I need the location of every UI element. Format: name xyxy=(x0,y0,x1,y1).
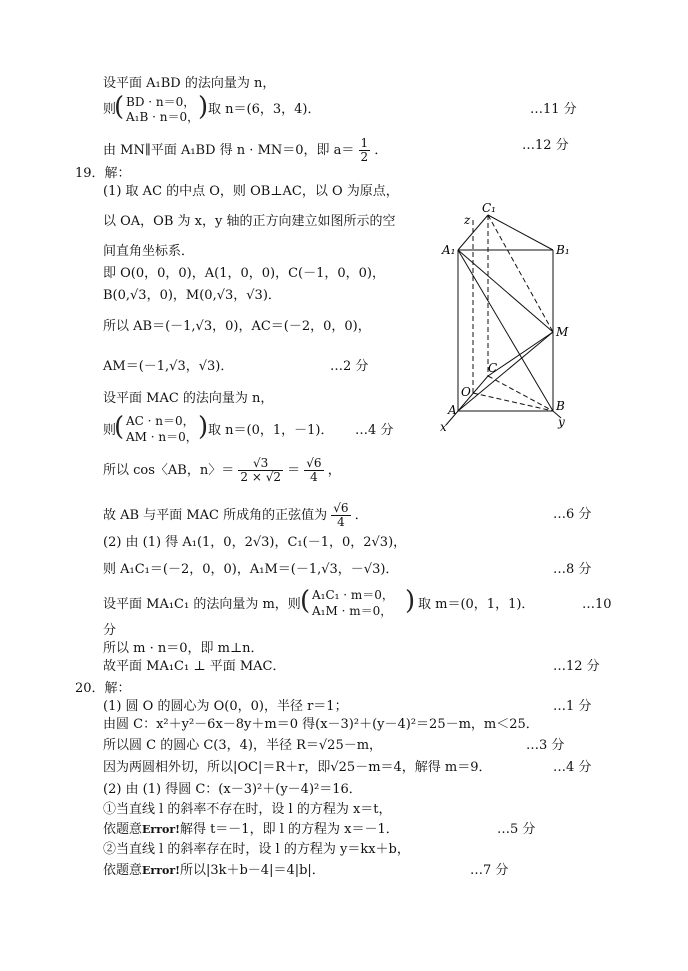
text-span: 所以 cos〈AB，n〉＝ xyxy=(103,463,235,478)
text-line: 由圆 C：x²＋y²－6x－8y＋m＝0 得(x－3)²＋(y－4)²＝25－m，m＜25． xyxy=(103,717,539,732)
label-o: O xyxy=(461,385,471,399)
text-line: (2) 由 (1) 得圆 C：(x－3)²＋(y－4)²＝16． xyxy=(103,782,362,797)
text-span: 所以|3k＋b－4|＝4|b|． xyxy=(179,863,325,878)
edge-o-b xyxy=(473,393,553,411)
text-line: 间直角坐标系． xyxy=(103,244,195,259)
right-brace: ) xyxy=(198,412,209,442)
edge-a1-b xyxy=(458,250,553,411)
text-span: 依题意 xyxy=(103,822,143,837)
text-line: 设平面 A₁BD 的法向量为 n， xyxy=(103,76,276,91)
text-line: 设平面 MAC 的法向量为 n， xyxy=(103,391,274,406)
fraction xyxy=(304,457,323,484)
text-line xyxy=(103,862,325,880)
text-line: (2) 由 (1) 得 A₁(1，0，2√3)，C₁(－1，0，2√3)， xyxy=(103,535,407,550)
text-line: 所以圆 C 的圆心 C(3，4)，半径 R＝√25－m， xyxy=(103,738,383,753)
text-line xyxy=(103,457,341,484)
label-c1: C₁ xyxy=(482,201,496,215)
score-mark: …4 分 xyxy=(355,423,394,438)
score-mark: …10 xyxy=(582,597,612,612)
prism-figure xyxy=(436,200,596,435)
text-line: 以 OA，OB 为 x，y 轴的正方向建立如图所示的空 xyxy=(103,214,396,229)
equation-system-row: AC · n＝0， xyxy=(126,414,195,428)
score-mark: …11 分 xyxy=(530,102,577,117)
text-span: 依题意 xyxy=(103,863,143,878)
text-span: 解得 t＝－1，即 l 的方程为 x＝－1． xyxy=(179,822,399,837)
score-mark: …6 分 xyxy=(553,507,592,522)
text-line: 设平面 MA₁C₁ 的法向量为 m，则 xyxy=(103,597,301,612)
text-line: 则 xyxy=(103,102,117,117)
text-line: 分 xyxy=(103,623,117,638)
edge-c-m xyxy=(488,332,553,376)
text-line: (1) 圆 O 的圆心为 O(0，0)，半径 r＝1； xyxy=(103,699,348,714)
text-line: 则 A₁C₁＝(－2，0，0)，A₁M＝(－1,√3，－√3)． xyxy=(103,562,399,577)
text-span: ． xyxy=(354,508,368,523)
label-x: x xyxy=(440,420,447,434)
text-line: 因为两圆相外切，所以|OC|＝R＋r，即√25－m＝4，解得 m＝9． xyxy=(103,760,492,775)
score-mark: …5 分 xyxy=(497,822,536,837)
text-span: ， xyxy=(327,463,341,478)
text-line: B(0,√3，0)，M(0,√3，√3)． xyxy=(103,288,281,303)
equation-system-row: BD · n＝0， xyxy=(126,95,196,109)
fraction-numerator: √3 xyxy=(238,457,283,471)
left-brace: ( xyxy=(300,586,311,616)
fraction-numerator: √6 xyxy=(333,501,349,515)
text-line: 则 xyxy=(103,423,117,438)
text-line: 所以 m · n＝0，即 m⊥n． xyxy=(103,641,264,656)
right-brace: ) xyxy=(198,92,209,122)
text-span: ＝ xyxy=(287,463,301,478)
label-z: z xyxy=(464,213,471,227)
text-span: 故 AB 与平面 MAC 所成角的正弦值为 xyxy=(103,508,328,523)
score-mark: …8 分 xyxy=(553,562,592,577)
error-text: Error! xyxy=(142,823,180,836)
equation-system-row: A₁C₁ · m＝0， xyxy=(312,588,394,602)
text-line: 取 n＝(0，1，－1)． xyxy=(208,423,334,438)
label-b: B xyxy=(556,399,565,413)
edge-a1-m xyxy=(458,250,553,332)
fraction-denominator: 2 × √2 xyxy=(240,470,281,484)
equation-system-row: AM · n＝0， xyxy=(126,430,198,444)
label-y: y xyxy=(558,415,565,429)
left-brace: ( xyxy=(114,92,125,122)
label-a1: A₁ xyxy=(442,243,456,257)
right-brace: ) xyxy=(405,586,416,616)
problem-number: 20．解： xyxy=(75,681,131,696)
text-line: 取 n＝(6，3，4)． xyxy=(208,102,321,117)
score-mark: …2 分 xyxy=(330,359,369,374)
text-span: ． xyxy=(374,143,388,158)
text-line: ①当直线 l 的斜率不存在时，设 l 的方程为 x＝t， xyxy=(103,802,392,817)
edge-a-m xyxy=(458,332,553,411)
equation-system-row: A₁B · n＝0， xyxy=(126,110,200,124)
fraction-denominator: 2 xyxy=(360,150,369,164)
text-line xyxy=(103,821,399,839)
text-line: AM＝(－1,√3，√3)． xyxy=(103,359,234,374)
error-text: Error! xyxy=(142,864,180,877)
score-mark: …7 分 xyxy=(470,863,509,878)
equation-system-row: A₁M · m＝0， xyxy=(312,604,393,618)
text-span: 由 MN∥平面 A₁BD 得 n · MN＝0，即 a＝ xyxy=(103,143,355,158)
text-line xyxy=(103,502,368,529)
text-line: ②当直线 l 的斜率存在时，设 l 的方程为 y＝kx＋b， xyxy=(103,842,410,857)
label-a: A xyxy=(448,403,457,417)
text-line: 所以 AB＝(－1,√3，0)，AC＝(－2，0，0)， xyxy=(103,319,371,334)
fraction xyxy=(359,137,371,164)
label-m: M xyxy=(556,325,569,339)
fraction-denominator: 4 xyxy=(310,470,318,484)
score-mark: …12 分 xyxy=(522,138,569,153)
score-mark: …4 分 xyxy=(553,760,592,775)
score-mark: …12 分 xyxy=(553,659,600,674)
label-c: C xyxy=(488,361,498,375)
text-line xyxy=(103,137,387,164)
fraction-numerator: 1 xyxy=(360,136,369,150)
text-line: 故平面 MA₁C₁ ⊥ 平面 MAC． xyxy=(103,659,286,674)
left-brace: ( xyxy=(114,412,125,442)
text-line: 即 O(0，0，0)，A(1，0，0)，C(－1，0，0)， xyxy=(103,266,385,281)
fraction xyxy=(331,502,350,529)
label-b1: B₁ xyxy=(556,243,570,257)
text-line: 取 m＝(0，1，1)． xyxy=(418,597,535,612)
fraction-numerator: √6 xyxy=(306,456,322,470)
text-line: (1) 取 AC 的中点 O，则 OB⊥AC，以 O 为原点， xyxy=(103,184,399,199)
fraction-denominator: 4 xyxy=(337,515,345,529)
fraction xyxy=(238,457,283,484)
score-mark: …3 分 xyxy=(526,738,565,753)
problem-number: 19．解： xyxy=(75,166,131,181)
score-mark: …1 分 xyxy=(553,699,592,714)
